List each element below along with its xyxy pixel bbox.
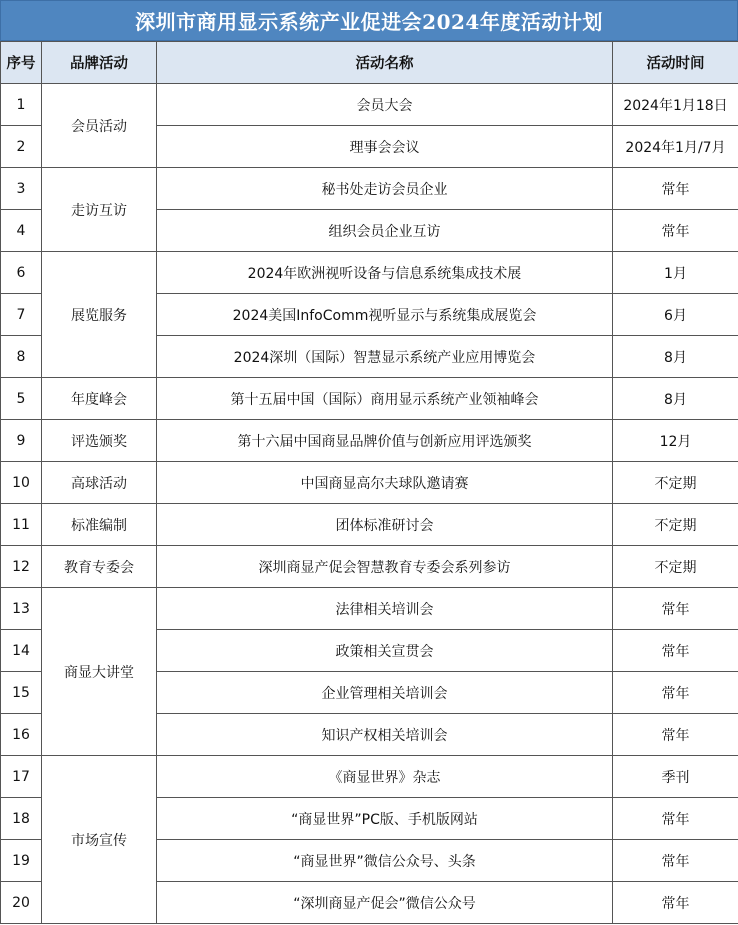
activity-time-cell: 常年	[613, 588, 738, 630]
row-number: 11	[1, 504, 42, 546]
table-row	[1, 420, 738, 462]
row-number: 19	[1, 840, 42, 882]
row-number: 10	[1, 462, 42, 504]
table-row	[1, 504, 738, 546]
activity-name-cell: 会员大会	[157, 84, 613, 126]
activity-name-cell: 法律相关培训会	[157, 588, 613, 630]
header-name: 活动名称	[157, 42, 613, 84]
activity-name-cell: 《商显世界》杂志	[157, 756, 613, 798]
brand-activity-cell: 评选颁奖	[42, 420, 157, 462]
activity-name-cell: 秘书处走访会员企业	[157, 168, 613, 210]
activity-name-cell: 知识产权相关培训会	[157, 714, 613, 756]
activity-time-cell: 常年	[613, 168, 738, 210]
brand-activity-cell: 年度峰会	[42, 378, 157, 420]
activity-time-cell: 常年	[613, 630, 738, 672]
header-time: 活动时间	[613, 42, 738, 84]
activity-time-cell: 常年	[613, 714, 738, 756]
activity-name-cell: 组织会员企业互访	[157, 210, 613, 252]
activity-time-cell: 不定期	[613, 546, 738, 588]
activity-time-cell: 常年	[613, 882, 738, 924]
activity-name-cell: 第十六届中国商显品牌价值与创新应用评选颁奖	[157, 420, 613, 462]
table-row	[1, 168, 738, 210]
row-number: 8	[1, 336, 42, 378]
activity-name-cell: 企业管理相关培训会	[157, 672, 613, 714]
activity-time-cell: 不定期	[613, 504, 738, 546]
activity-time-cell: 2024年1月18日	[613, 84, 738, 126]
table-row	[1, 588, 738, 630]
activity-name-cell: 深圳商显产促会智慧教育专委会系列参访	[157, 546, 613, 588]
activity-name-cell: “商显世界”微信公众号、头条	[157, 840, 613, 882]
table-row	[1, 252, 738, 294]
header-row	[1, 42, 738, 84]
brand-activity-cell: 高球活动	[42, 462, 157, 504]
brand-activity-cell: 标准编制	[42, 504, 157, 546]
activity-name-cell: 团体标准研讨会	[157, 504, 613, 546]
table-row	[1, 378, 738, 420]
row-number: 1	[1, 84, 42, 126]
brand-activity-cell: 市场宣传	[42, 756, 157, 924]
row-number: 14	[1, 630, 42, 672]
activity-name-cell: 2024美国InfoComm视听显示与系统集成展览会	[157, 294, 613, 336]
activity-time-cell: 8月	[613, 336, 738, 378]
activity-time-cell: 常年	[613, 672, 738, 714]
row-number: 5	[1, 378, 42, 420]
sheet-title: 深圳市商用显示系统产业促进会2024年度活动计划	[0, 0, 738, 41]
row-number: 13	[1, 588, 42, 630]
brand-activity-cell: 教育专委会	[42, 546, 157, 588]
row-number: 2	[1, 126, 42, 168]
row-number: 6	[1, 252, 42, 294]
header-brand: 品牌活动	[42, 42, 157, 84]
activity-time-cell: 不定期	[613, 462, 738, 504]
row-number: 18	[1, 798, 42, 840]
row-number: 16	[1, 714, 42, 756]
table-row	[1, 462, 738, 504]
row-number: 4	[1, 210, 42, 252]
activity-name-cell: 理事会会议	[157, 126, 613, 168]
activity-name-cell: 2024年欧洲视听设备与信息系统集成技术展	[157, 252, 613, 294]
brand-activity-cell: 展览服务	[42, 252, 157, 378]
activity-time-cell: 常年	[613, 210, 738, 252]
activity-time-cell: 1月	[613, 252, 738, 294]
table-body	[1, 84, 738, 924]
table-row	[1, 546, 738, 588]
brand-activity-cell: 走访互访	[42, 168, 157, 252]
row-number: 20	[1, 882, 42, 924]
row-number: 9	[1, 420, 42, 462]
activity-name-cell: 政策相关宣贯会	[157, 630, 613, 672]
row-number: 12	[1, 546, 42, 588]
brand-activity-cell: 会员活动	[42, 84, 157, 168]
table-row	[1, 84, 738, 126]
activity-time-cell: 6月	[613, 294, 738, 336]
activity-name-cell: “商显世界”PC版、手机版网站	[157, 798, 613, 840]
row-number: 3	[1, 168, 42, 210]
activity-time-cell: 12月	[613, 420, 738, 462]
activity-table	[0, 41, 738, 924]
row-number: 7	[1, 294, 42, 336]
brand-activity-cell: 商显大讲堂	[42, 588, 157, 756]
row-number: 17	[1, 756, 42, 798]
activity-name-cell: 2024深圳（国际）智慧显示系统产业应用博览会	[157, 336, 613, 378]
header-no: 序号	[1, 42, 42, 84]
row-number: 15	[1, 672, 42, 714]
table-row	[1, 756, 738, 798]
activity-time-cell: 常年	[613, 840, 738, 882]
activity-name-cell: 第十五届中国（国际）商用显示系统产业领袖峰会	[157, 378, 613, 420]
activity-name-cell: “深圳商显产促会”微信公众号	[157, 882, 613, 924]
activity-name-cell: 中国商显高尔夫球队邀请赛	[157, 462, 613, 504]
activity-time-cell: 常年	[613, 798, 738, 840]
activity-time-cell: 季刊	[613, 756, 738, 798]
activity-time-cell: 8月	[613, 378, 738, 420]
activity-time-cell: 2024年1月/7月	[613, 126, 738, 168]
